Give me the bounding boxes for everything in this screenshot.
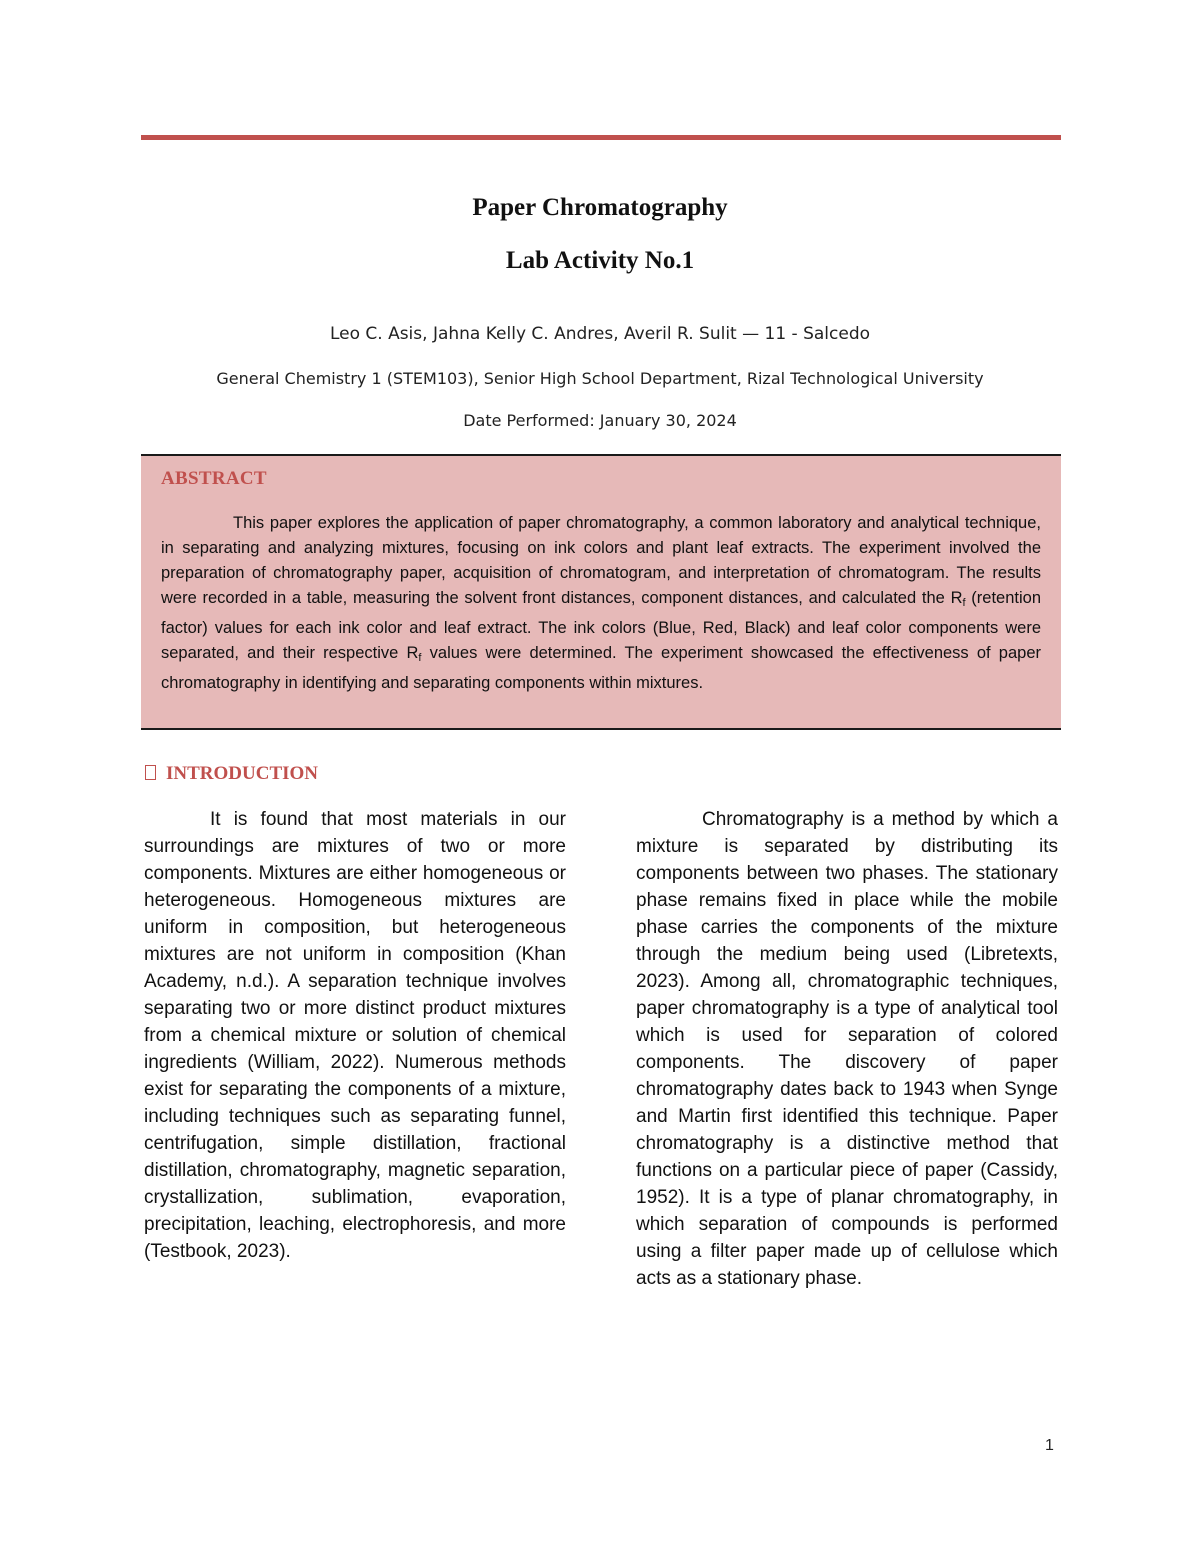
date-line: Date Performed: January 30, 2024 bbox=[463, 411, 737, 430]
introduction-right-column: Chromatography is a method by which a mixture is separated by distributing its components between two phases. The stationary phase remains fixed in place while the mobile phase carries the components of the mixture through the medium being used (Libretexts, 2023). Among all, chromatographic techniques, paper chromatography is a type of analytical tool which is used for separation of colored components. The discovery of paper chromatography dates back to 1943 when Synge and Martin first identified this technique. Paper chromatography is a distinctive method that functions on a particular piece of paper (Cassidy, 1952). It is a type of planar chromatography, in which separation of compounds is performed using a filter paper made up of cellulose which acts as a stationary phase. bbox=[636, 809, 1058, 1289]
introduction-left-column: It is found that most materials in our surroundings are mixtures of two or more components. Mixtures are either homogeneous or heterogeneous. Homogeneous mixtures are uniform in composition, but heterogeneous mixtures are not uniform in composition (Khan Academy, n.d.). A separation technique involves separating two or more distinct product mixtures from a chemical mixture or solution of chemical ingredients (William, 2022). Numerous methods exist for separating the components of a mixture, including techniques such as separating funnel, centrifugation, simple distillation, fractional distillation, chromatography, magnetic separation, crystallization, sublimation, evaporation, precipitation, leaching, electrophoresis, and more (Testbook, 2023). bbox=[144, 809, 566, 1262]
introduction-heading-text: INTRODUCTION bbox=[166, 763, 319, 784]
rf-subscript-2: f bbox=[418, 652, 422, 664]
bullet-square-icon bbox=[145, 765, 156, 780]
paper-subtitle: Lab Activity No.1 bbox=[505, 247, 695, 274]
affiliation-line: General Chemistry 1 (STEM103), Senior High School Department, Rizal Technological University bbox=[216, 369, 984, 388]
abstract-text-part3: values were determined. The experiment showcased the effectiveness of paper chromatography in identifying and separating components within mixtures. bbox=[161, 644, 1041, 692]
rf-subscript-1: f bbox=[962, 597, 966, 609]
introduction-heading bbox=[145, 763, 318, 785]
header-rule bbox=[141, 135, 1061, 140]
authors-line: Leo C. Asis, Jahna Kelly C. Andres, Averil R. Sulit — 11 - Salcedo bbox=[329, 324, 871, 344]
paper-title: Paper Chromatography bbox=[472, 194, 728, 221]
abstract-box bbox=[141, 454, 1061, 730]
abstract-text-part2: (retention factor) values for each ink color and leaf extract. The ink colors (Blue, Red, Black) and leaf color components were separated, and their respective R bbox=[161, 589, 1042, 662]
abstract-text bbox=[161, 511, 1041, 696]
abstract-heading: ABSTRACT bbox=[161, 468, 267, 489]
abstract-text-part1: This paper explores the application of paper chromatography, a common laboratory and analytical technique, in separating and analyzing mixtures, focusing on ink colors and plant leaf extracts. The experiment involved the preparation of chromatography paper, acquisition of chromatogram, and interpretation of chromatogram. The results were recorded in a table, measuring the solvent front distances, component distances, and calculated the R bbox=[161, 514, 1041, 607]
page-number: 1 bbox=[1045, 1437, 1054, 1454]
